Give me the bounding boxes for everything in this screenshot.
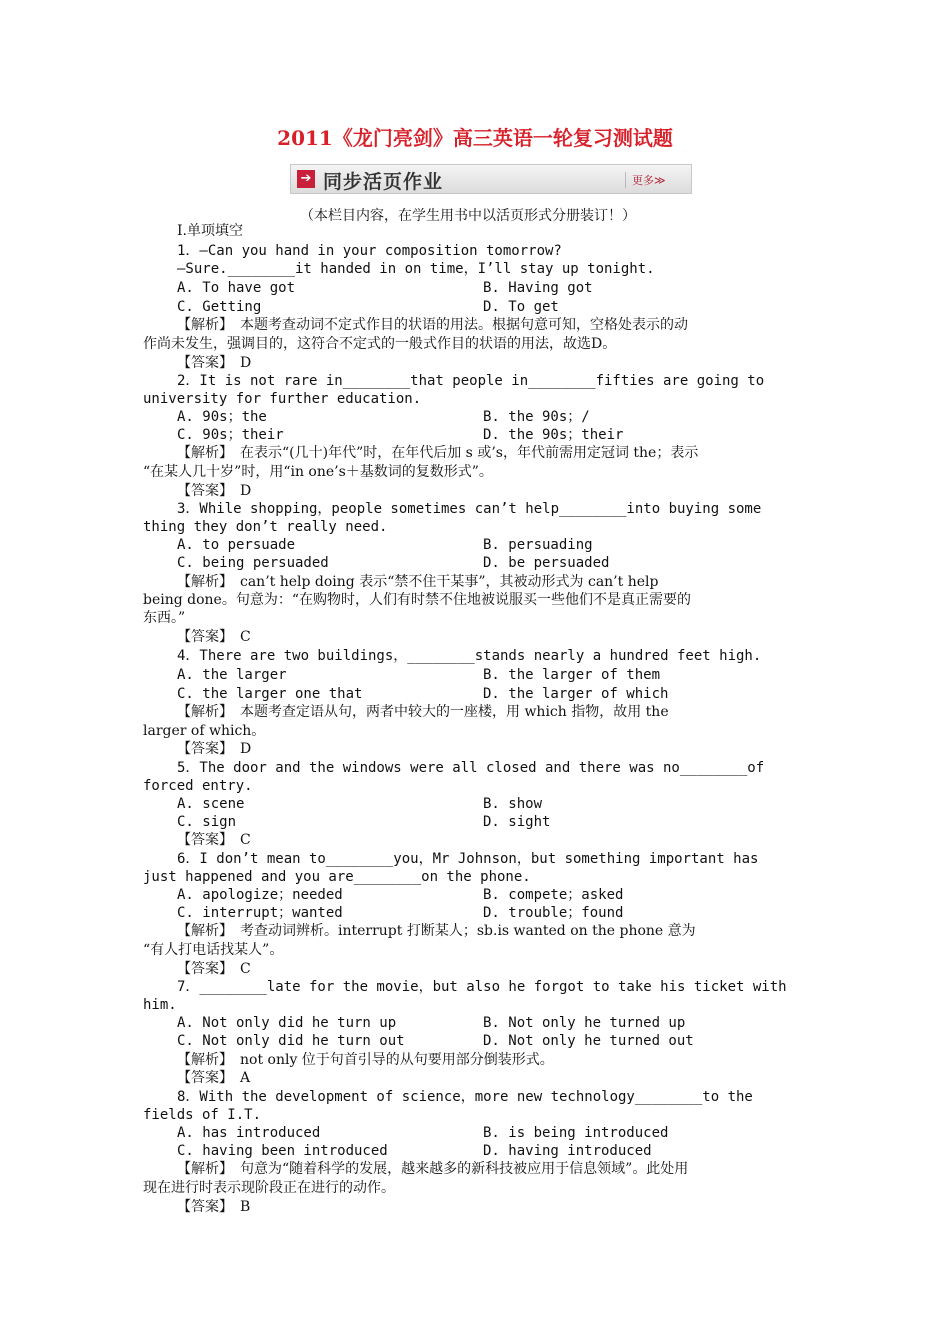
option-b: B. show <box>483 796 543 812</box>
more-link[interactable]: 更多≫ <box>625 172 666 188</box>
arrow-icon: ➔ <box>297 170 315 188</box>
option-d: D. To get <box>483 299 559 315</box>
notice-text: （本栏目内容，在学生用书中以活页形式分册装订！） <box>300 208 636 224</box>
option-c: C. the larger one that <box>177 686 363 702</box>
section-heading: Ⅰ.单项填空 <box>177 223 243 239</box>
option-c: C. 90s；their <box>177 427 284 443</box>
analysis-text: 【解析】 本题考查动词不定式作目的状语的用法。根据句意可知，空格处表示的动 <box>177 317 688 333</box>
answer-text: 【答案】 D <box>177 483 252 499</box>
option-a: A. Not only did he turn up <box>177 1015 397 1031</box>
answer-text: 【答案】 D <box>177 355 252 371</box>
analysis-text: 【解析】 not only 位于句首引导的从句要用部分倒装形式。 <box>177 1052 554 1068</box>
question-stem: 6．I don’t mean to________you，Mr Johnson，but something important has <box>177 851 759 867</box>
option-b: B. Having got <box>483 280 593 296</box>
option-c: C. Not only did he turn out <box>177 1033 405 1049</box>
section-banner <box>290 164 692 194</box>
question-stem: just happened and you are________on the phone. <box>143 869 531 885</box>
answer-text: 【答案】 C <box>177 961 251 977</box>
option-d: D. trouble；found <box>483 905 624 921</box>
question-stem: 2．It is not rare in________that people in________fifties are going to <box>177 373 765 389</box>
option-a: A. the larger <box>177 667 287 683</box>
question-stem: university for further education. <box>143 391 422 407</box>
option-b: B. the larger of them <box>483 667 661 683</box>
analysis-text: 【解析】 考查动词辨析。interrupt 打断某人；sb.is wanted on the phone 意为 <box>177 923 696 939</box>
question-stem: 3．While shopping，people sometimes can’t help________into buying some <box>177 501 762 517</box>
answer-text: 【答案】 C <box>177 832 251 848</box>
option-d: D. sight <box>483 814 551 830</box>
option-d: D. the larger of which <box>483 686 669 702</box>
analysis-text: 现在进行时表示现阶段正在进行的动作。 <box>143 1180 395 1196</box>
analysis-text: being done。句意为：“在购物时，人们有时禁不住地被说服买一些他们不是真正需要的 <box>143 592 692 608</box>
analysis-text: 【解析】 can’t help doing 表示“禁不住干某事”，其被动形式为 can’t help <box>177 574 659 590</box>
analysis-text: “在某人几十岁”时，用“in one’s＋基数词的复数形式”。 <box>143 464 493 480</box>
option-d: D. Not only he turned out <box>483 1033 694 1049</box>
analysis-text: 【解析】 句意为“随着科学的发展，越来越多的新科技被应用于信息领域”。此处用 <box>177 1161 689 1177</box>
question-stem: 5．The door and the windows were all closed and there was no________of <box>177 760 765 776</box>
option-a: A. 90s；the <box>177 409 267 425</box>
question-stem: 1．—Can you hand in your composition tomorrow? <box>177 243 562 259</box>
analysis-text: 【解析】 本题考查定语从句，两者中较大的一座楼，用 which 指物，故用 the <box>177 704 669 720</box>
option-b: B. persuading <box>483 537 593 553</box>
question-stem: 7．________late for the movie，but also he forgot to take his ticket with <box>177 979 787 995</box>
option-a: A. To have got <box>177 280 296 296</box>
option-c: C. Getting <box>177 299 262 315</box>
option-d: D. having introduced <box>483 1143 652 1159</box>
option-b: B. Not only he turned up <box>483 1015 686 1031</box>
analysis-text: “有人打电话找某人”。 <box>143 942 284 958</box>
option-b: B. is being introduced <box>483 1125 669 1141</box>
question-stem: forced entry. <box>143 778 253 794</box>
option-c: C. interrupt；wanted <box>177 905 343 921</box>
option-b: B. compete；asked <box>483 887 624 903</box>
option-c: C. sign <box>177 814 237 830</box>
option-a: A. scene <box>177 796 245 812</box>
option-c: C. having been introduced <box>177 1143 388 1159</box>
option-a: A. to persuade <box>177 537 296 553</box>
option-a: A. has introduced <box>177 1125 321 1141</box>
question-stem: thing they don’t really need. <box>143 519 388 535</box>
page-title: 2011《龙门亮剑》高三英语一轮复习测试题 <box>277 126 673 150</box>
question-stem: him. <box>143 997 177 1013</box>
option-a: A. apologize；needed <box>177 887 343 903</box>
option-c: C. being persuaded <box>177 555 329 571</box>
question-stem: —Sure.________it handed in on time，I’ll stay up tonight. <box>177 261 655 277</box>
answer-text: 【答案】 A <box>177 1070 251 1086</box>
answer-text: 【答案】 C <box>177 629 251 645</box>
question-stem: 4．There are two buildings，________stands nearly a hundred feet high. <box>177 648 762 664</box>
analysis-text: larger of which。 <box>143 723 266 739</box>
analysis-text: 作尚未发生，强调目的，这符合不定式的一般式作目的状语的用法，故选D。 <box>143 336 617 352</box>
question-stem: 8．With the development of science，more new technology________to the <box>177 1089 753 1105</box>
option-b: B. the 90s；/ <box>483 409 590 425</box>
answer-text: 【答案】 D <box>177 741 252 757</box>
option-d: D. the 90s；their <box>483 427 624 443</box>
analysis-text: 东西。” <box>143 610 186 626</box>
analysis-text: 【解析】 在表示“(几十)年代”时，在年代后加 s 或’s，年代前需用定冠词 the；表示 <box>177 445 699 461</box>
banner-title: 同步活页作业 <box>323 171 444 193</box>
option-d: D. be persuaded <box>483 555 610 571</box>
question-stem: fields of I.T. <box>143 1107 262 1123</box>
answer-text: 【答案】 B <box>177 1199 251 1215</box>
